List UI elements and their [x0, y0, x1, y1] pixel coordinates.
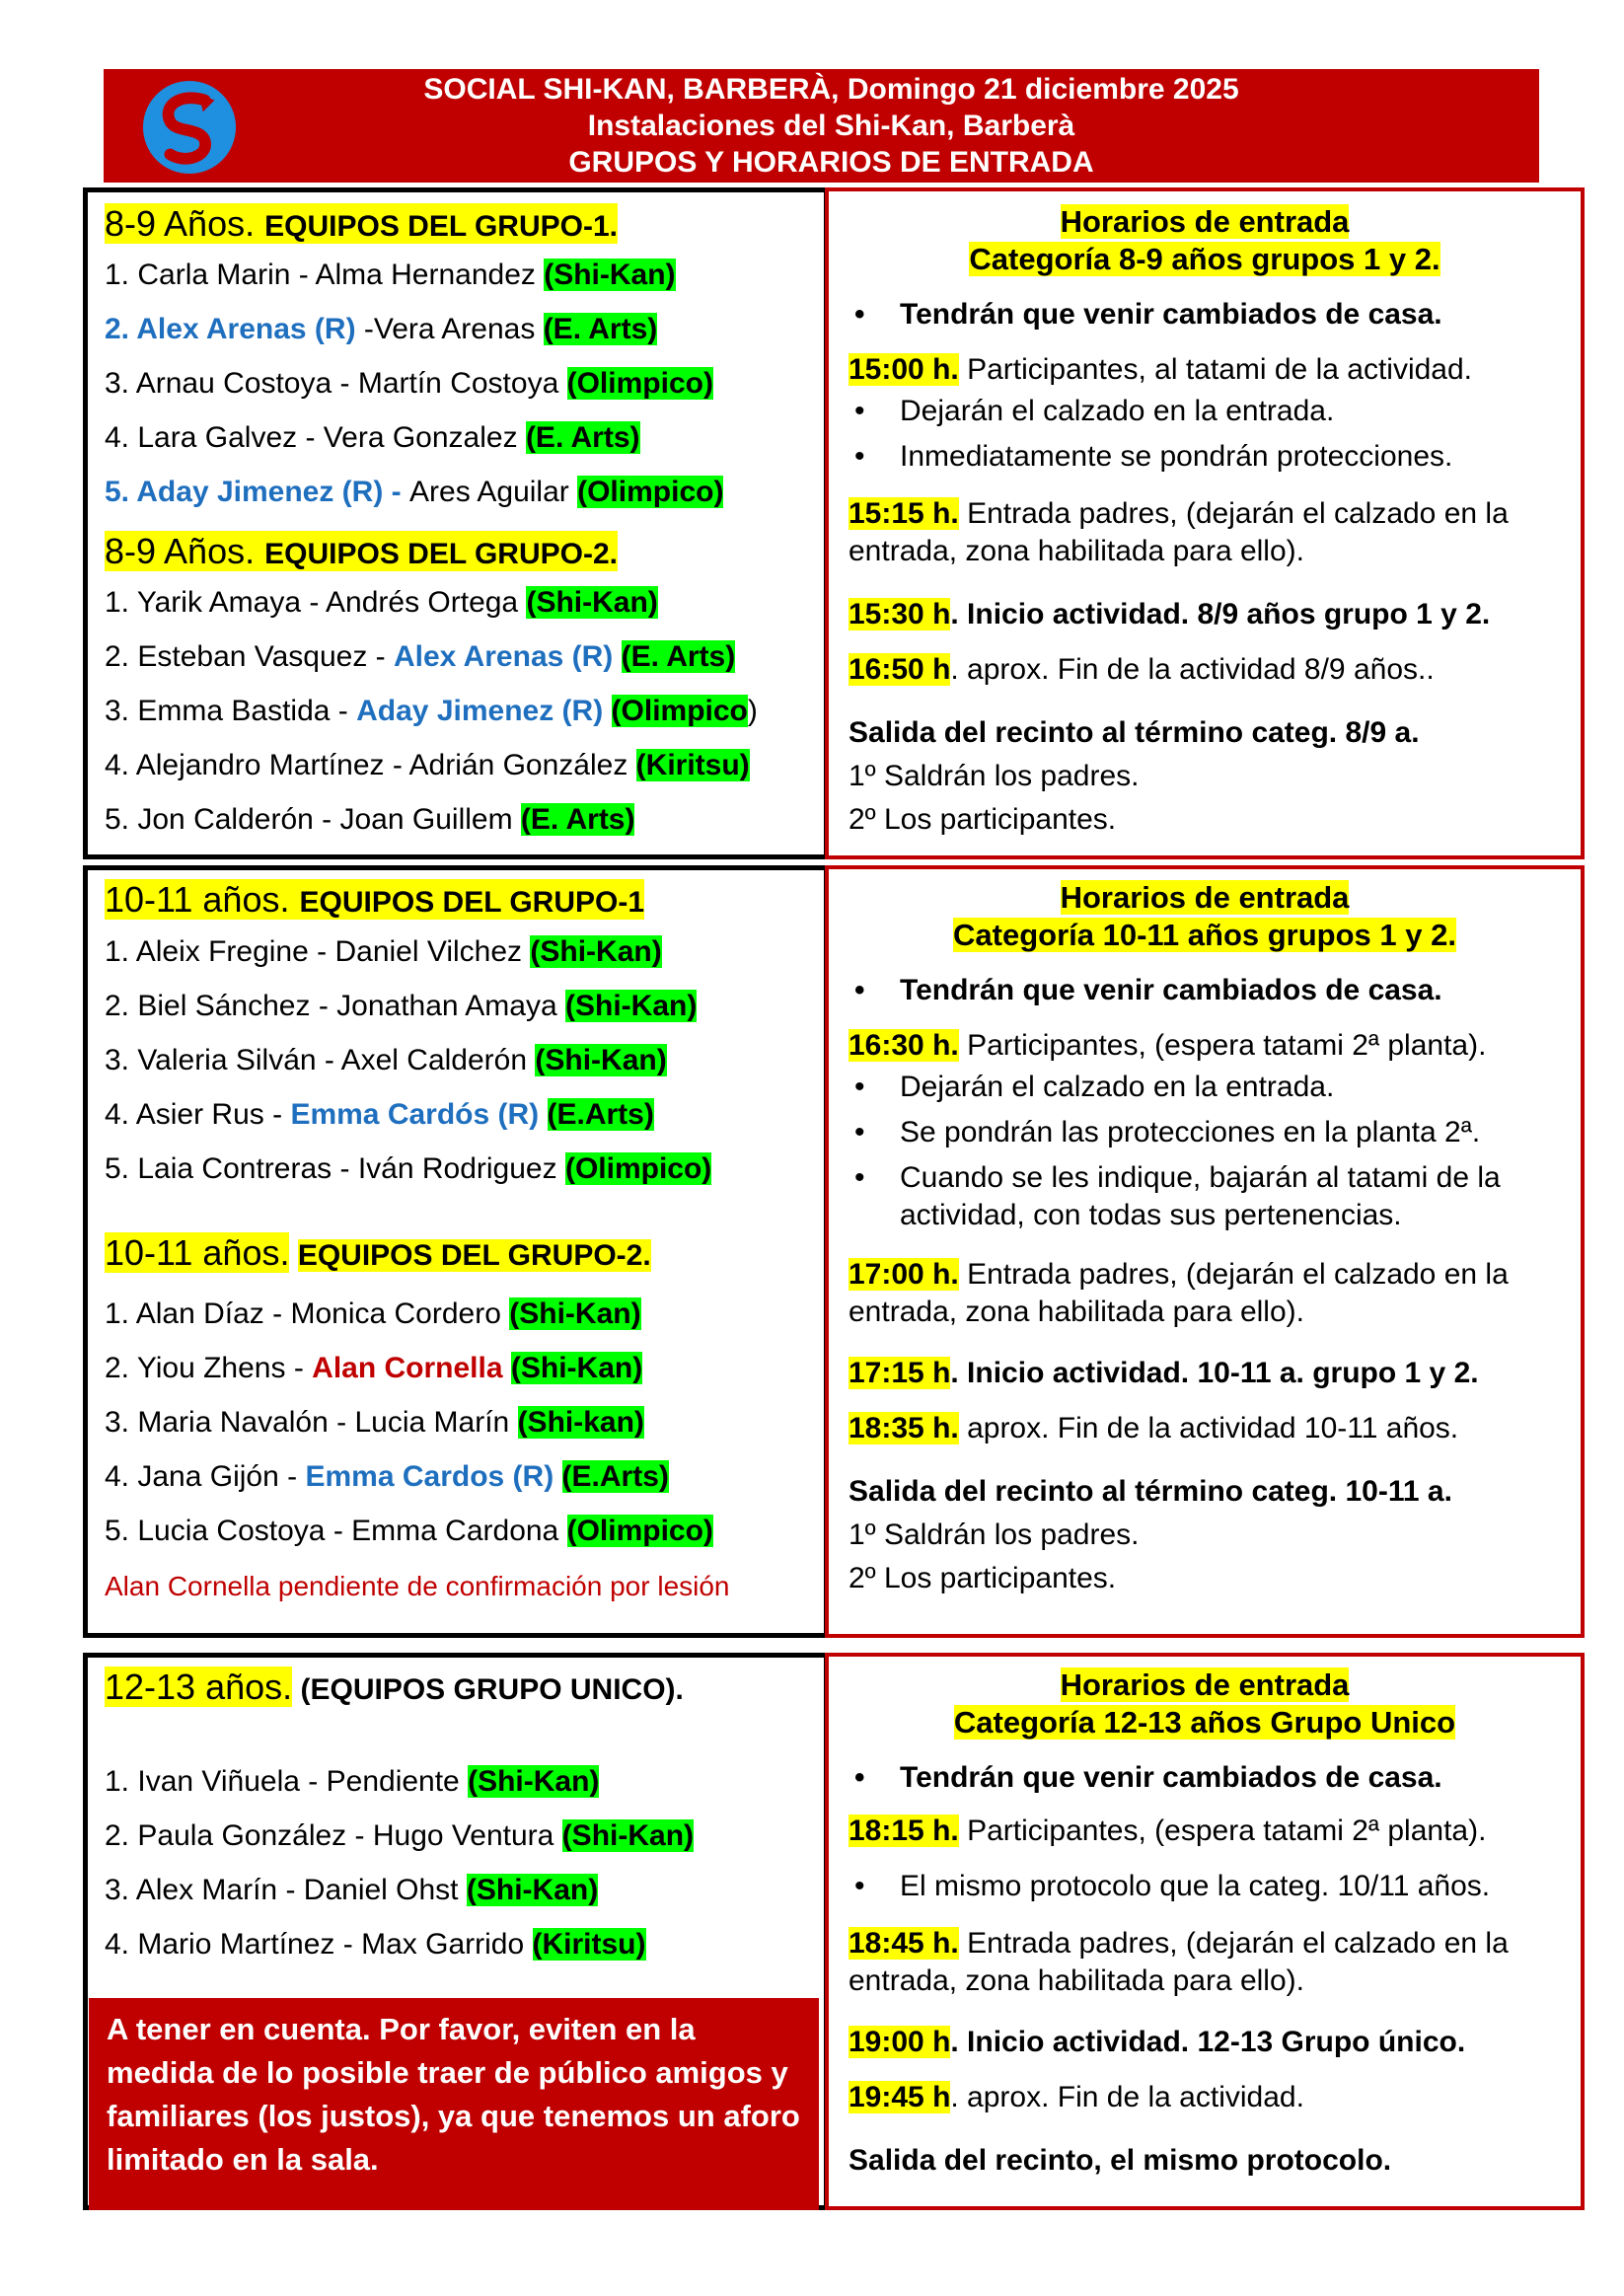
group-title-label: EQUIPOS DEL GRUPO-1: [299, 886, 645, 919]
bullet-text: Inmediatamente se pondrán protecciones.: [900, 440, 1453, 473]
team-member-a: Alejandro Martínez: [135, 749, 385, 781]
injury-note: Alan Cornella pendiente de confirmación por lesión: [105, 1571, 730, 1601]
team-sep: -: [330, 695, 357, 727]
group-title-label: EQUIPOS DEL GRUPO-2.: [297, 1239, 651, 1272]
time-entry: [849, 1925, 1567, 2000]
time-entry: [849, 1355, 1567, 1392]
team-num: 4.: [105, 749, 130, 781]
exit-step: 2º Los participantes.: [849, 803, 1117, 836]
dress-text: Tendrán que venir cambiados de casa.: [900, 1761, 1442, 1794]
club-badge: (E.Arts): [561, 1460, 669, 1493]
team-row: [105, 1459, 669, 1495]
schedule-title: Horarios de entrada: [1060, 880, 1350, 915]
club-badge: (Shi-Kan): [526, 586, 658, 619]
team-member-a: Alex Arenas (R): [136, 313, 356, 345]
time-entry: [849, 596, 1567, 633]
team-num: 5.: [105, 803, 130, 836]
group-title-age: 8-9 Años.: [105, 203, 256, 244]
team-member-b: Vera Arenas: [373, 313, 536, 345]
team-member-b: Iván Rodriguez: [357, 1152, 557, 1185]
exit-title: Salida del recinto, el mismo protocolo.: [849, 2144, 1392, 2177]
team-member-a: Maria Navalón: [137, 1406, 329, 1439]
team-member-b: Daniel Ohst: [303, 1874, 459, 1906]
schedule-title: Horarios de entrada: [1060, 1667, 1350, 1702]
schedule-title: Horarios de entrada: [1060, 204, 1350, 239]
team-member-b: Alan Cornella: [312, 1352, 503, 1384]
time-label: 17:15 h: [849, 1357, 951, 1389]
block2-g2-title: [105, 1232, 651, 1274]
bullet-item: • El mismo protocolo que la categ. 10/11 años.: [854, 1870, 1491, 1902]
dress-note: • Tendrán que venir cambiados de casa.: [854, 298, 1442, 331]
schedule-category: Categoría 10-11 años grupos 1 y 2.: [953, 918, 1456, 952]
team-row: [105, 1927, 646, 1963]
time-text: Participantes, (espera tatami 2ª planta).: [958, 1029, 1487, 1062]
club-badge: (Shi-Kan): [544, 259, 676, 291]
bullet-item: • Dejarán el calzado en la entrada.: [854, 395, 1335, 427]
team-num: 2.: [105, 1819, 130, 1852]
team-row: [105, 312, 657, 347]
team-sep: -: [332, 1152, 358, 1185]
time-text: . Inicio actividad. 10-11 a. grupo 1 y 2.: [950, 1357, 1479, 1389]
team-member-a: Alan Díaz: [135, 1297, 264, 1330]
time-label: 18:15 h.: [849, 1815, 959, 1847]
team-row: [105, 1818, 694, 1854]
team-num: 1.: [105, 935, 130, 968]
time-text: . aprox. Fin de la actividad 8/9 años..: [950, 653, 1435, 686]
schedule-category: Categoría 8-9 años grupos 1 y 2.: [969, 242, 1440, 276]
time-label: 16:30 h.: [849, 1029, 959, 1062]
bullet-text: Dejarán el calzado en la entrada.: [900, 1071, 1335, 1103]
time-entry: [849, 651, 1567, 689]
team-row: [105, 989, 697, 1024]
team-num: 2.: [105, 640, 130, 673]
time-text: . Inicio actividad. 8/9 años grupo 1 y 2.: [950, 598, 1491, 630]
team-row: [105, 585, 658, 621]
team-member-a: Alex Marín: [135, 1874, 278, 1906]
team-tail: ): [747, 695, 758, 727]
team-num: 2.: [105, 313, 130, 345]
group-title-label: (EQUIPOS GRUPO UNICO).: [300, 1673, 684, 1706]
header-line-2: Instalaciones del Shi-Kan, Barberà: [587, 110, 1075, 142]
team-sep: -: [325, 1515, 352, 1547]
time-label: 18:35 h.: [849, 1412, 959, 1444]
team-num: 1.: [105, 586, 130, 619]
team-member-b: Ares Aguilar: [409, 476, 569, 508]
team-row: [105, 748, 750, 783]
team-row: [105, 258, 676, 293]
team-member-b: Hugo Ventura: [372, 1819, 554, 1852]
team-member-b: Emma Cardos (R): [305, 1460, 554, 1493]
team-row: [105, 1351, 642, 1386]
team-sep: -: [277, 1874, 304, 1906]
team-member-a: Aday Jimenez (R): [136, 476, 384, 508]
group-title-age: 8-9 Años.: [105, 531, 256, 571]
block1-g1-title: [105, 203, 618, 245]
team-row: [105, 934, 662, 970]
club-badge: (E.Arts): [547, 1098, 654, 1131]
club-badge: (E. Arts): [621, 640, 736, 673]
time-entry: [849, 2079, 1567, 2116]
bullet-item: • Cuando se les indique, bajarán al tatami de la actividad, con todas sus pertenencias.: [854, 1161, 1501, 1231]
club-badge: (Shi-Kan): [509, 1297, 641, 1330]
time-text: Entrada padres, (dejarán el calzado en la entrada, zona habilitada para ello).: [849, 1927, 1509, 1997]
team-sep: -: [334, 1928, 362, 1961]
team-member-a: Mario Martínez: [137, 1928, 335, 1961]
team-row: [105, 694, 758, 729]
time-entry: [849, 1813, 1567, 1850]
team-sep: -: [332, 367, 358, 400]
team-member-a: Laia Contreras: [137, 1152, 332, 1185]
team-num: 3.: [105, 1044, 130, 1076]
team-member-b: Martín Costoya: [357, 367, 559, 400]
team-num: 5.: [105, 476, 130, 508]
team-row: [105, 1405, 644, 1441]
bullet-text: Cuando se les indique, bajarán al tatami de la actividad, con todas sus pertenencias.: [900, 1161, 1501, 1231]
team-row: [105, 420, 640, 456]
team-sep: -: [299, 1765, 327, 1798]
club-badge: (E. Arts): [543, 313, 658, 345]
team-member-a: Asier Rus: [135, 1098, 264, 1131]
team-row: [105, 1514, 713, 1549]
team-num: 4.: [105, 1928, 130, 1961]
team-row: [105, 1097, 654, 1133]
time-entry: [849, 1027, 1567, 1065]
team-member-b: Adrián González: [408, 749, 628, 781]
team-row: [105, 1873, 598, 1908]
team-member-b: Lucia Marín: [354, 1406, 510, 1439]
block2-groups-panel: [83, 865, 829, 1638]
dress-note: • Tendrán que venir cambiados de casa.: [854, 974, 1442, 1006]
exit-step: 2º Los participantes.: [849, 1562, 1117, 1594]
team-sep: -: [313, 803, 340, 836]
header-line-3: GRUPOS Y HORARIOS DE ENTRADA: [568, 146, 1094, 179]
group-title-age: 12-13 años.: [105, 1666, 293, 1707]
team-member-b: Alma Hernandez: [315, 259, 536, 291]
header-line-1: SOCIAL SHI-KAN, BARBERÀ, Domingo 21 diciembre 2025: [423, 73, 1239, 106]
team-num: 1.: [105, 1765, 130, 1798]
team-sep: -: [384, 749, 409, 781]
team-member-b: Max Garrido: [361, 1928, 525, 1961]
team-sep: -: [310, 990, 337, 1022]
team-member-a: Aleix Fregine: [135, 935, 309, 968]
time-entry: [849, 2024, 1567, 2061]
team-member-b: Joan Guillem: [339, 803, 513, 836]
block2-g1-title: [105, 879, 645, 921]
time-text: Participantes, al tatami de la actividad.: [958, 353, 1473, 386]
club-badge: (Olimpico): [577, 476, 724, 508]
team-member-a: Yarik Amaya: [136, 586, 301, 619]
club-badge: (Shi-kan): [517, 1406, 644, 1439]
team-member-b: Jonathan Amaya: [336, 990, 557, 1022]
time-text: aprox. Fin de la actividad 10-11 años.: [958, 1412, 1459, 1444]
bullet-text: Dejarán el calzado en la entrada.: [900, 395, 1335, 427]
team-sep: -: [383, 476, 410, 508]
team-sep: -: [308, 935, 335, 968]
bullet-item: • Se pondrán las protecciones en la planta 2ª.: [854, 1116, 1481, 1148]
team-member-b: Andrés Ortega: [326, 586, 519, 619]
team-num: 5.: [105, 1515, 130, 1547]
team-member-a: Arnau Costoya: [135, 367, 332, 400]
team-row: [105, 1764, 599, 1800]
time-text: . aprox. Fin de la actividad.: [950, 2081, 1304, 2113]
time-entry: [849, 351, 1567, 389]
notice-box: A tener en cuenta. Por favor, eviten en la medida de lo posible traer de público amigos y familiares (los justos), ya que tenemos un aforo limitado en la sala.: [89, 1998, 819, 2210]
team-num: 4.: [105, 421, 130, 454]
team-member-b: Axel Calderón: [340, 1044, 528, 1076]
team-sep: -: [355, 313, 374, 345]
team-member-a: Jon Calderón: [137, 803, 314, 836]
time-label: 17:00 h.: [849, 1258, 959, 1291]
team-sep: -: [278, 1460, 306, 1493]
group-title-age: 10-11 años.: [105, 1232, 290, 1273]
team-sep: -: [285, 1352, 313, 1384]
team-sep: -: [263, 1098, 291, 1131]
block3-g1-title: [105, 1666, 684, 1708]
block1-groups-panel: [83, 187, 829, 859]
team-member-a: Valeria Silván: [137, 1044, 317, 1076]
time-label: 19:00 h: [849, 2026, 951, 2058]
team-member-a: Carla Marin: [137, 259, 291, 291]
team-sep: -: [367, 640, 394, 673]
dress-text: Tendrán que venir cambiados de casa.: [900, 298, 1442, 331]
bullet-item: • Dejarán el calzado en la entrada.: [854, 1071, 1335, 1103]
time-text: Entrada padres, (dejarán el calzado en la entrada, zona habilitada para ello).: [849, 1258, 1509, 1328]
team-row: [105, 1296, 641, 1332]
time-label: 15:30 h: [849, 598, 951, 630]
time-text: Participantes, (espera tatami 2ª planta).: [958, 1815, 1487, 1847]
club-badge: (Shi-Kan): [561, 1819, 695, 1852]
bullet-text: El mismo protocolo que la categ. 10/11 años.: [900, 1870, 1491, 1902]
club-badge: (Olimpico): [564, 1152, 712, 1185]
club-badge: (Shi-Kan): [535, 1044, 667, 1076]
time-label: 19:45 h: [849, 2081, 951, 2113]
group-title-label: EQUIPOS DEL GRUPO-2.: [264, 538, 618, 570]
team-member-a: Lucia Costoya: [137, 1515, 326, 1547]
team-member-a: Esteban Vasquez: [137, 640, 368, 673]
header-banner: [104, 69, 1539, 183]
team-member-b: Emma Cardós (R): [290, 1098, 540, 1131]
team-member-a: Yiou Zhens: [136, 1352, 286, 1384]
schedule-category: Categoría 12-13 años Grupo Unico: [953, 1705, 1456, 1740]
group-title-label: EQUIPOS DEL GRUPO-1.: [264, 210, 618, 243]
time-label: 15:00 h.: [849, 353, 959, 386]
team-member-b: Aday Jimenez (R): [356, 695, 604, 727]
team-member-b: Monica Cordero: [290, 1297, 501, 1330]
team-member-a: Lara Galvez: [137, 421, 298, 454]
header-titles: [104, 71, 1539, 181]
team-member-b: Alex Arenas (R): [394, 640, 614, 673]
team-row: [105, 802, 634, 838]
club-badge: (Shi-Kan): [468, 1765, 600, 1798]
block1-g2-title: [105, 531, 618, 572]
team-sep: -: [328, 1406, 355, 1439]
team-sep: -: [263, 1297, 291, 1330]
team-num: 2.: [105, 1352, 130, 1384]
time-text: . Inicio actividad. 12-13 Grupo único.: [950, 2026, 1466, 2058]
bullet-item: • Inmediatamente se pondrán protecciones.: [854, 440, 1453, 473]
team-num: 2.: [105, 990, 130, 1022]
team-num: 1.: [105, 259, 130, 291]
time-entry: [849, 1410, 1567, 1447]
team-row: [105, 366, 713, 402]
exit-step: 1º Saldrán los padres.: [849, 760, 1140, 792]
dress-text: Tendrán que venir cambiados de casa.: [900, 974, 1442, 1006]
team-member-a: Jana Gijón: [137, 1460, 279, 1493]
club-badge: (Shi-Kan): [466, 1874, 599, 1906]
team-sep: -: [316, 1044, 341, 1076]
team-member-a: Emma Bastida: [137, 695, 331, 727]
club-badge: (Olimpico: [611, 695, 748, 727]
team-num: 1.: [105, 1297, 130, 1330]
club-badge: (E. Arts): [520, 803, 635, 836]
block2-schedule-panel: [825, 865, 1585, 1638]
team-member-a: Ivan Viñuela: [137, 1765, 300, 1798]
club-badge: (Kiritsu): [635, 749, 750, 781]
team-member-a: Paula González: [137, 1819, 347, 1852]
team-num: 5.: [105, 1152, 130, 1185]
time-entry: [849, 495, 1567, 570]
block1-schedule-panel: [825, 187, 1585, 859]
team-row: [105, 639, 735, 675]
club-badge: (Olimpico): [566, 1515, 713, 1547]
time-label: 16:50 h: [849, 653, 951, 686]
time-text: Entrada padres, (dejarán el calzado en la entrada, zona habilitada para ello).: [849, 497, 1509, 567]
block3-schedule-panel: [825, 1653, 1585, 2210]
club-badge: (Shi-Kan): [510, 1352, 643, 1384]
team-sep: -: [301, 586, 327, 619]
team-member-b: Pendiente: [326, 1765, 460, 1798]
time-label: 18:45 h.: [849, 1927, 959, 1960]
team-member-a: Biel Sánchez: [137, 990, 311, 1022]
team-num: 4.: [105, 1098, 130, 1131]
team-num: 3.: [105, 367, 130, 400]
club-badge: (Shi-Kan): [565, 990, 698, 1022]
dress-note: • Tendrán que venir cambiados de casa.: [854, 1761, 1442, 1794]
team-row: [105, 1151, 711, 1187]
exit-step: 1º Saldrán los padres.: [849, 1518, 1140, 1551]
team-num: 3.: [105, 695, 130, 727]
group-title-age: 10-11 años.: [105, 879, 290, 920]
exit-title: Salida del recinto al término categ. 10-11 a.: [849, 1475, 1452, 1508]
team-num: 3.: [105, 1406, 130, 1439]
team-sep: -: [297, 421, 324, 454]
team-sep: -: [346, 1819, 373, 1852]
bullet-text: Se pondrán las protecciones en la planta 2ª.: [900, 1116, 1481, 1148]
team-sep: -: [290, 259, 316, 291]
team-member-b: Emma Cardona: [351, 1515, 559, 1547]
team-row: [105, 475, 723, 510]
time-label: 15:15 h.: [849, 497, 959, 530]
club-badge: (Olimpico): [566, 367, 713, 400]
team-row: [105, 1043, 667, 1078]
club-badge: (E. Arts): [525, 421, 640, 454]
team-member-b: Vera Gonzalez: [323, 421, 518, 454]
team-num: 3.: [105, 1874, 130, 1906]
exit-title: Salida del recinto al término categ. 8/9 a.: [849, 716, 1420, 749]
club-badge: (Shi-Kan): [530, 935, 662, 968]
team-num: 4.: [105, 1460, 130, 1493]
team-member-b: Daniel Vilchez: [334, 935, 523, 968]
club-badge: (Kiritsu): [532, 1928, 646, 1961]
time-entry: [849, 1256, 1567, 1331]
